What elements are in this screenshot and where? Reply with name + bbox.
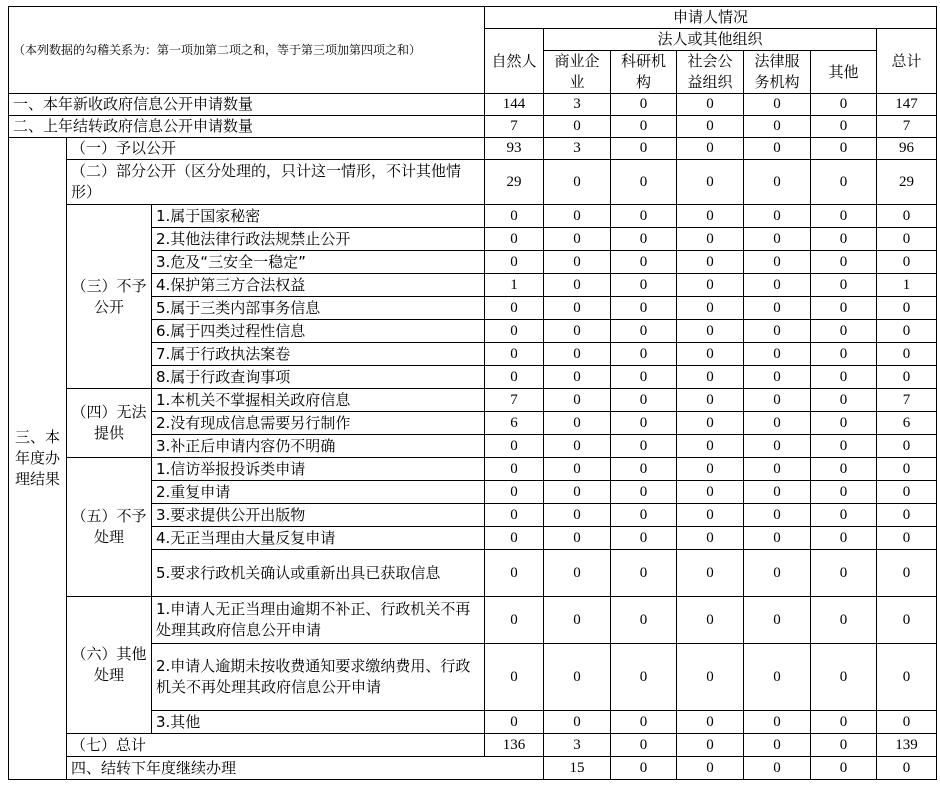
table-row (9, 458, 937, 481)
cell-value: 0 (877, 435, 937, 458)
cell-value: 0 (811, 527, 877, 550)
cell-value: 0 (811, 228, 877, 251)
cell-value: 0 (877, 644, 937, 711)
cell-value: 0 (544, 343, 611, 366)
row-label: （二）部分公开（区分处理的，只计这一情形，不计其他情形） (67, 160, 485, 205)
cell-value: 0 (544, 228, 611, 251)
cell-value: 0 (485, 228, 544, 251)
cell-value: 0 (811, 320, 877, 343)
legal-group-header: 法人或其他组织 (544, 29, 877, 51)
row-label: 一、本年新收政府信息公开申请数量 (9, 94, 485, 116)
cell-value: 0 (877, 757, 937, 780)
cell-value: 0 (544, 597, 611, 644)
cell-value: 0 (877, 251, 937, 274)
cell-value: 0 (544, 389, 611, 412)
cell-value: 7 (485, 389, 544, 412)
row-label: 3.其他 (152, 711, 485, 734)
cell-value: 0 (677, 160, 744, 205)
cell-value: 0 (485, 711, 544, 734)
cell-value: 0 (677, 644, 744, 711)
cell-value: 0 (485, 366, 544, 389)
cell-value: 0 (877, 550, 937, 597)
table-row (9, 389, 937, 412)
cell-value: 0 (677, 412, 744, 435)
cell-value: 6 (485, 412, 544, 435)
cell-value: 0 (544, 644, 611, 711)
cell-value: 0 (744, 389, 811, 412)
cell-value: 0 (744, 205, 811, 228)
cell-value: 0 (611, 504, 677, 527)
cell-value: 0 (677, 550, 744, 597)
cell-value: 0 (877, 228, 937, 251)
cell-value: 0 (485, 504, 544, 527)
cell-value: 0 (811, 757, 877, 780)
cell-value: 0 (611, 597, 677, 644)
cell-value: 0 (811, 138, 877, 160)
cell-value: 0 (611, 757, 677, 780)
cell-value: 0 (544, 481, 611, 504)
group-five-title: （五）不予处理 (67, 458, 152, 597)
row-label: 7.属于行政执法案卷 (152, 343, 485, 366)
table-note: （本列数据的勾稽关系为：第一项加第二项之和，等于第三项加第四项之和） (9, 7, 485, 94)
cell-value: 147 (877, 94, 937, 116)
cell-value: 0 (744, 597, 811, 644)
cell-value: 0 (811, 205, 877, 228)
cell-value: 0 (677, 94, 744, 116)
legal-service-header: 法律服务机构 (744, 51, 811, 94)
row-label: 四、结转下年度继续办理 (67, 757, 544, 780)
cell-value: 0 (677, 251, 744, 274)
cell-value: 0 (611, 228, 677, 251)
cell-value: 0 (744, 527, 811, 550)
cell-value: 0 (744, 160, 811, 205)
cell-value: 0 (611, 711, 677, 734)
cell-value: 0 (744, 481, 811, 504)
cell-value: 0 (877, 504, 937, 527)
cell-value: 0 (744, 458, 811, 481)
cell-value: 0 (744, 138, 811, 160)
cell-value: 0 (544, 711, 611, 734)
research-header: 科研机构 (611, 51, 677, 94)
total-header: 总计 (877, 29, 937, 94)
cell-value: 0 (744, 757, 811, 780)
cell-value: 0 (677, 138, 744, 160)
cell-value: 0 (677, 320, 744, 343)
cell-value: 6 (877, 412, 937, 435)
cell-value: 0 (485, 644, 544, 711)
cell-value: 0 (485, 251, 544, 274)
row-label: 5.属于三类内部事务信息 (152, 297, 485, 320)
cell-value: 0 (611, 116, 677, 138)
table-row (9, 205, 937, 228)
cell-value: 0 (877, 366, 937, 389)
cell-value: 0 (877, 711, 937, 734)
cell-value: 0 (744, 644, 811, 711)
cell-value: 0 (877, 597, 937, 644)
cell-value: 0 (611, 527, 677, 550)
cell-value: 1 (877, 274, 937, 297)
cell-value: 0 (744, 251, 811, 274)
cell-value: 0 (877, 343, 937, 366)
cell-value: 96 (877, 138, 937, 160)
cell-value: 0 (744, 711, 811, 734)
cell-value: 0 (744, 435, 811, 458)
cell-value: 0 (677, 458, 744, 481)
cell-value: 0 (485, 597, 544, 644)
cell-value: 0 (611, 297, 677, 320)
row-label: 1.信访举报投诉类申请 (152, 458, 485, 481)
cell-value: 15 (544, 757, 611, 780)
cell-value: 0 (744, 734, 811, 757)
cell-value: 0 (485, 435, 544, 458)
cell-value: 0 (811, 160, 877, 205)
table-row (9, 94, 937, 116)
cell-value: 0 (544, 320, 611, 343)
cell-value: 0 (811, 251, 877, 274)
cell-value: 0 (811, 343, 877, 366)
cell-value: 0 (811, 734, 877, 757)
row-label: 4.保护第三方合法权益 (152, 274, 485, 297)
cell-value: 7 (877, 116, 937, 138)
cell-value: 0 (485, 343, 544, 366)
cell-value: 0 (744, 504, 811, 527)
cell-value: 0 (811, 366, 877, 389)
cell-value: 7 (877, 389, 937, 412)
cell-value: 0 (744, 366, 811, 389)
row-label: 1.申请人无正当理由逾期不补正、行政机关不再处理其政府信息公开申请 (152, 597, 485, 644)
cell-value: 0 (744, 343, 811, 366)
cell-value: 0 (877, 205, 937, 228)
cell-value: 0 (811, 297, 877, 320)
row-label: 2.重复申请 (152, 481, 485, 504)
row-label: 4.无正当理由大量反复申请 (152, 527, 485, 550)
cell-value: 0 (811, 711, 877, 734)
cell-value: 0 (677, 205, 744, 228)
cell-value: 0 (544, 116, 611, 138)
table-row (9, 138, 937, 160)
row-label: 8.属于行政查询事项 (152, 366, 485, 389)
row-label: 5.要求行政机关确认或重新出具已获取信息 (152, 550, 485, 597)
cell-value: 0 (877, 320, 937, 343)
cell-value: 0 (744, 116, 811, 138)
cell-value: 0 (677, 757, 744, 780)
row-label: 2.其他法律行政法规禁止公开 (152, 228, 485, 251)
cell-value: 0 (811, 481, 877, 504)
cell-value: 0 (744, 550, 811, 597)
cell-value: 1 (485, 274, 544, 297)
cell-value: 0 (611, 205, 677, 228)
group-six-title: （六）其他处理 (67, 597, 152, 734)
cell-value: 0 (544, 458, 611, 481)
cell-value: 3 (544, 734, 611, 757)
row-label: 2.申请人逾期未按收费通知要求缴纳费用、行政机关不再处理其政府信息公开申请 (152, 644, 485, 711)
cell-value: 0 (677, 504, 744, 527)
social-header: 社会公益组织 (677, 51, 744, 94)
cell-value: 0 (677, 734, 744, 757)
row-label: 3.危及“三安全一稳定” (152, 251, 485, 274)
table-row (9, 116, 937, 138)
cell-value: 29 (877, 160, 937, 205)
gov-info-disclosure-table (8, 6, 937, 780)
header-row-1 (9, 7, 937, 29)
cell-value: 0 (877, 458, 937, 481)
cell-value: 0 (611, 320, 677, 343)
row-label: 2.没有现成信息需要另行制作 (152, 412, 485, 435)
cell-value: 0 (877, 527, 937, 550)
cell-value: 0 (811, 435, 877, 458)
cell-value: 0 (811, 116, 877, 138)
cell-value: 0 (677, 389, 744, 412)
cell-value: 0 (811, 274, 877, 297)
cell-value: 0 (811, 644, 877, 711)
table-row (9, 597, 937, 644)
cell-value: 0 (677, 366, 744, 389)
cell-value: 0 (611, 138, 677, 160)
cell-value: 0 (811, 389, 877, 412)
row-label: 6.属于四类过程性信息 (152, 320, 485, 343)
group-three-title: （三）不予公开 (67, 205, 152, 389)
cell-value: 0 (485, 481, 544, 504)
cell-value: 0 (677, 527, 744, 550)
cell-value: 0 (611, 160, 677, 205)
cell-value: 0 (811, 550, 877, 597)
cell-value: 0 (544, 297, 611, 320)
cell-value: 0 (611, 251, 677, 274)
cell-value: 144 (485, 94, 544, 116)
cell-value: 0 (744, 297, 811, 320)
cell-value: 0 (485, 297, 544, 320)
cell-value: 0 (677, 711, 744, 734)
cell-value: 0 (611, 389, 677, 412)
cell-value: 0 (811, 504, 877, 527)
cell-value: 0 (485, 320, 544, 343)
cell-value: 0 (611, 343, 677, 366)
cell-value: 0 (677, 597, 744, 644)
cell-value: 0 (677, 481, 744, 504)
cell-value: 139 (877, 734, 937, 757)
table-row (9, 734, 937, 757)
cell-value: 3 (544, 94, 611, 116)
other-header: 其他 (811, 51, 877, 94)
applicant-situation-header: 申请人情况 (485, 7, 937, 29)
cell-value: 7 (485, 116, 544, 138)
cell-value: 0 (877, 481, 937, 504)
cell-value: 29 (485, 160, 544, 205)
cell-value: 0 (544, 274, 611, 297)
cell-value: 0 (611, 412, 677, 435)
cell-value: 0 (544, 251, 611, 274)
cell-value: 0 (677, 228, 744, 251)
cell-value: 0 (544, 504, 611, 527)
cell-value: 0 (811, 458, 877, 481)
row-label: 1.属于国家秘密 (152, 205, 485, 228)
cell-value: 0 (677, 274, 744, 297)
row-label: 二、上年结转政府信息公开申请数量 (9, 116, 485, 138)
row-label: 1.本机关不掌握相关政府信息 (152, 389, 485, 412)
cell-value: 0 (744, 412, 811, 435)
cell-value: 93 (485, 138, 544, 160)
cell-value: 0 (544, 160, 611, 205)
row-label: （一）予以公开 (67, 138, 485, 160)
cell-value: 0 (611, 734, 677, 757)
section-three-title: 三、本年度办理结果 (9, 138, 67, 780)
row-label: （七）总计 (67, 734, 485, 757)
cell-value: 0 (611, 435, 677, 458)
business-header: 商业企业 (544, 51, 611, 94)
cell-value: 136 (485, 734, 544, 757)
cell-value: 0 (544, 412, 611, 435)
cell-value: 0 (544, 550, 611, 597)
table-row (9, 757, 937, 780)
cell-value: 0 (744, 274, 811, 297)
cell-value: 0 (677, 116, 744, 138)
cell-value: 0 (877, 297, 937, 320)
cell-value: 0 (611, 550, 677, 597)
cell-value: 0 (544, 527, 611, 550)
cell-value: 0 (677, 435, 744, 458)
cell-value: 0 (485, 458, 544, 481)
cell-value: 0 (611, 458, 677, 481)
cell-value: 3 (544, 138, 611, 160)
cell-value: 0 (744, 228, 811, 251)
cell-value: 0 (811, 412, 877, 435)
cell-value: 0 (611, 481, 677, 504)
cell-value: 0 (611, 94, 677, 116)
cell-value: 0 (611, 366, 677, 389)
cell-value: 0 (485, 205, 544, 228)
row-label: 3.补正后申请内容仍不明确 (152, 435, 485, 458)
cell-value: 0 (811, 597, 877, 644)
cell-value: 0 (677, 343, 744, 366)
row-label: 3.要求提供公开出版物 (152, 504, 485, 527)
cell-value: 0 (811, 94, 877, 116)
cell-value: 0 (744, 320, 811, 343)
cell-value: 0 (544, 366, 611, 389)
natural-person-header: 自然人 (485, 29, 544, 94)
cell-value: 0 (744, 94, 811, 116)
cell-value: 0 (544, 435, 611, 458)
cell-value: 0 (485, 527, 544, 550)
cell-value: 0 (485, 550, 544, 597)
group-four-title: （四）无法提供 (67, 389, 152, 458)
cell-value: 0 (611, 274, 677, 297)
cell-value: 0 (677, 297, 744, 320)
table-row (9, 160, 937, 205)
cell-value: 0 (544, 205, 611, 228)
cell-value: 0 (611, 644, 677, 711)
